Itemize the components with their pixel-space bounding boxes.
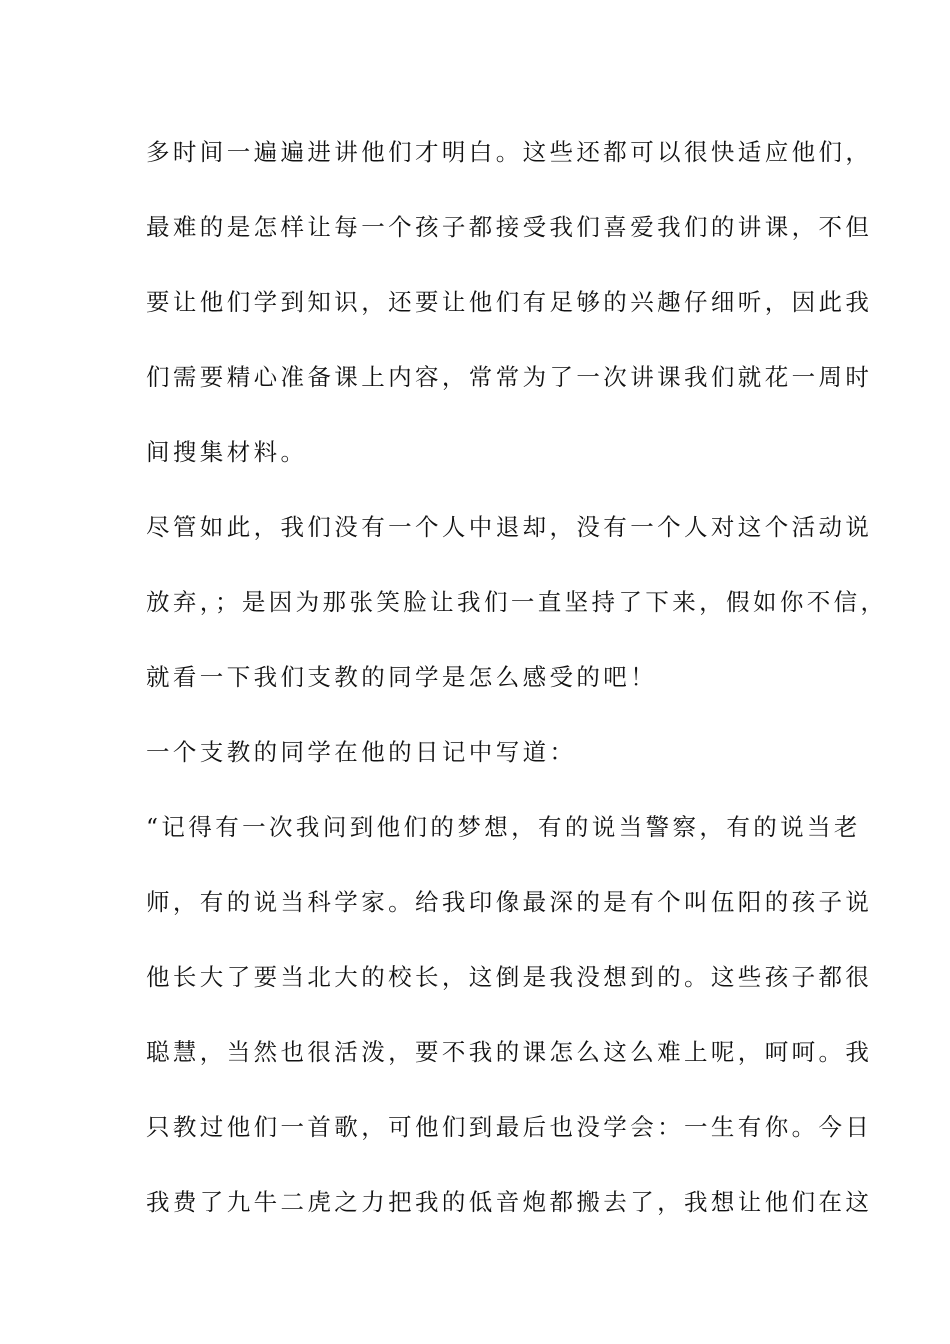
text-line: 最难的是怎样让每一个孩子都接受我们喜爱我们的讲课，不但 — [146, 213, 873, 241]
body-text — [146, 132, 888, 1257]
text-line: 要让他们学到知识，还要让他们有足够的兴趣仔细听，因此我 — [146, 288, 873, 316]
text-line: 一个支教的同学在他的日记中写道： — [146, 738, 577, 766]
text-line: 们需要精心准备课上内容，常常为了一次讲课我们就花一周时 — [146, 363, 873, 391]
text-line: 只教过他们一首歌，可他们到最后也没学会：一生有你。今日 — [146, 1113, 873, 1141]
text-line: 就看一下我们支教的同学是怎么感受的吧！ — [146, 663, 658, 691]
text-line: 多时间一遍遍进讲他们才明白。这些还都可以很快适应他们， — [146, 138, 873, 166]
text-line: 聪慧，当然也很活泼，要不我的课怎么这么难上呢，呵呵。我 — [146, 1038, 873, 1066]
text-line: “记得有一次我问到他们的梦想，有的说当警察，有的说当老 — [146, 813, 861, 841]
text-line: 师，有的说当科学家。给我印像最深的是有个叫伍阳的孩子说 — [146, 888, 873, 916]
text-line: 尽管如此，我们没有一个人中退却，没有一个人对这个活动说 — [146, 513, 873, 541]
text-line: 他长大了要当北大的校长，这倒是我没想到的。这些孩子都很 — [146, 963, 873, 991]
text-line: 我费了九牛二虎之力把我的低音炮都搬去了，我想让他们在这 — [146, 1188, 873, 1216]
text-line: 间搜集材料。 — [146, 438, 308, 466]
text-line: 放弃，；是因为那张笑脸让我们一直坚持了下来，假如你不信， — [146, 588, 888, 616]
